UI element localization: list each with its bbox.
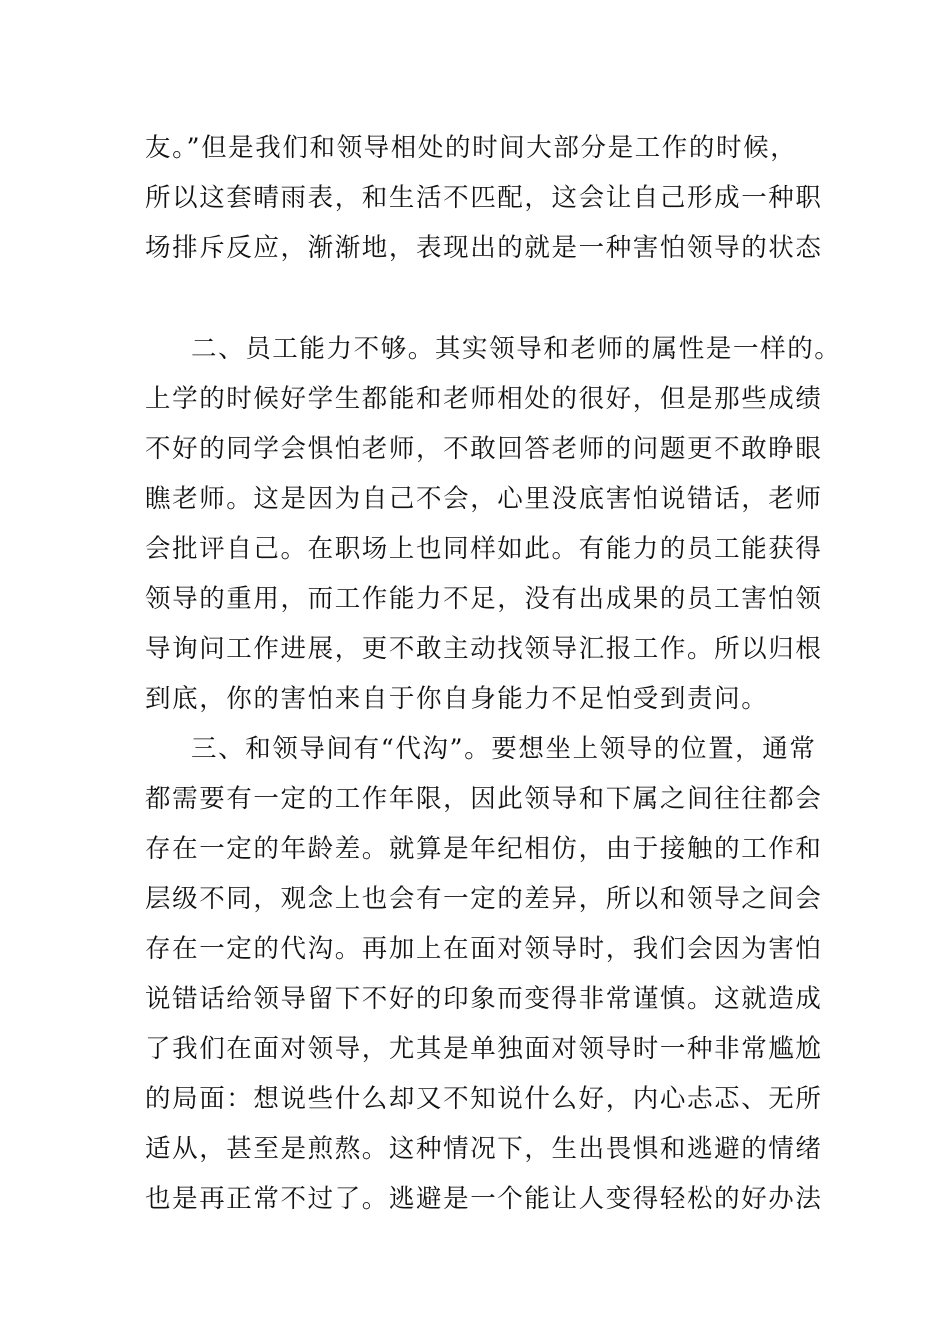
text-line: 存在一定的代沟。再加上在面对领导时，我们会因为害怕 [145,934,823,964]
text-line: 存在一定的年龄差。就算是年纪相仿，由于接触的工作和 [145,834,823,864]
paragraph-point-two [145,324,842,724]
text-line: 到底，你的害怕来自于你自身能力不足怕受到责问。 [145,684,769,714]
paragraph-intro-continuation [145,123,823,273]
text-line: 都需要有一定的工作年限，因此领导和下属之间往往都会 [145,784,823,814]
text-line: 友。”但是我们和领导相处的时间大部分是工作的时候， [145,133,798,163]
text-line: 适从，甚至是煎熬。这种情况下，生出畏惧和逃避的情绪 [145,1134,823,1164]
text-line: 三、和领导间有“代沟”。要想坐上领导的位置，通常 [191,734,817,764]
text-line: 说错话给领导留下不好的印象而变得非常谨慎。这就造成 [145,984,823,1014]
text-line: 的局面：想说些什么却又不知说什么好，内心忐忑、无所 [145,1084,823,1114]
text-line: 瞧老师。这是因为自己不会，心里没底害怕说错话，老师 [145,484,823,514]
text-line: 导询问工作进展，更不敢主动找领导汇报工作。所以归根 [145,634,823,664]
text-line: 会批评自己。在职场上也同样如此。有能力的员工能获得 [145,534,823,564]
text-line: 领导的重用，而工作能力不足，没有出成果的员工害怕领 [145,584,823,614]
paragraph-point-three [145,724,823,1224]
text-line: 了我们在面对领导，尤其是单独面对领导时一种非常尴尬 [145,1034,823,1064]
text-line: 场排斥反应，渐渐地，表现出的就是一种害怕领导的状态 [145,233,823,263]
text-line: 上学的时候好学生都能和老师相处的很好，但是那些成绩 [145,384,823,414]
text-line: 层级不同，观念上也会有一定的差异，所以和领导之间会 [145,884,823,914]
text-line: 二、员工能力不够。其实领导和老师的属性是一样的。 [191,334,842,364]
text-line: 也是再正常不过了。逃避是一个能让人变得轻松的好办法 [145,1184,823,1214]
text-line: 不好的同学会惧怕老师，不敢回答老师的问题更不敢睁眼 [145,434,823,464]
text-line: 所以这套晴雨表，和生活不匹配，这会让自己形成一种职 [145,183,823,213]
